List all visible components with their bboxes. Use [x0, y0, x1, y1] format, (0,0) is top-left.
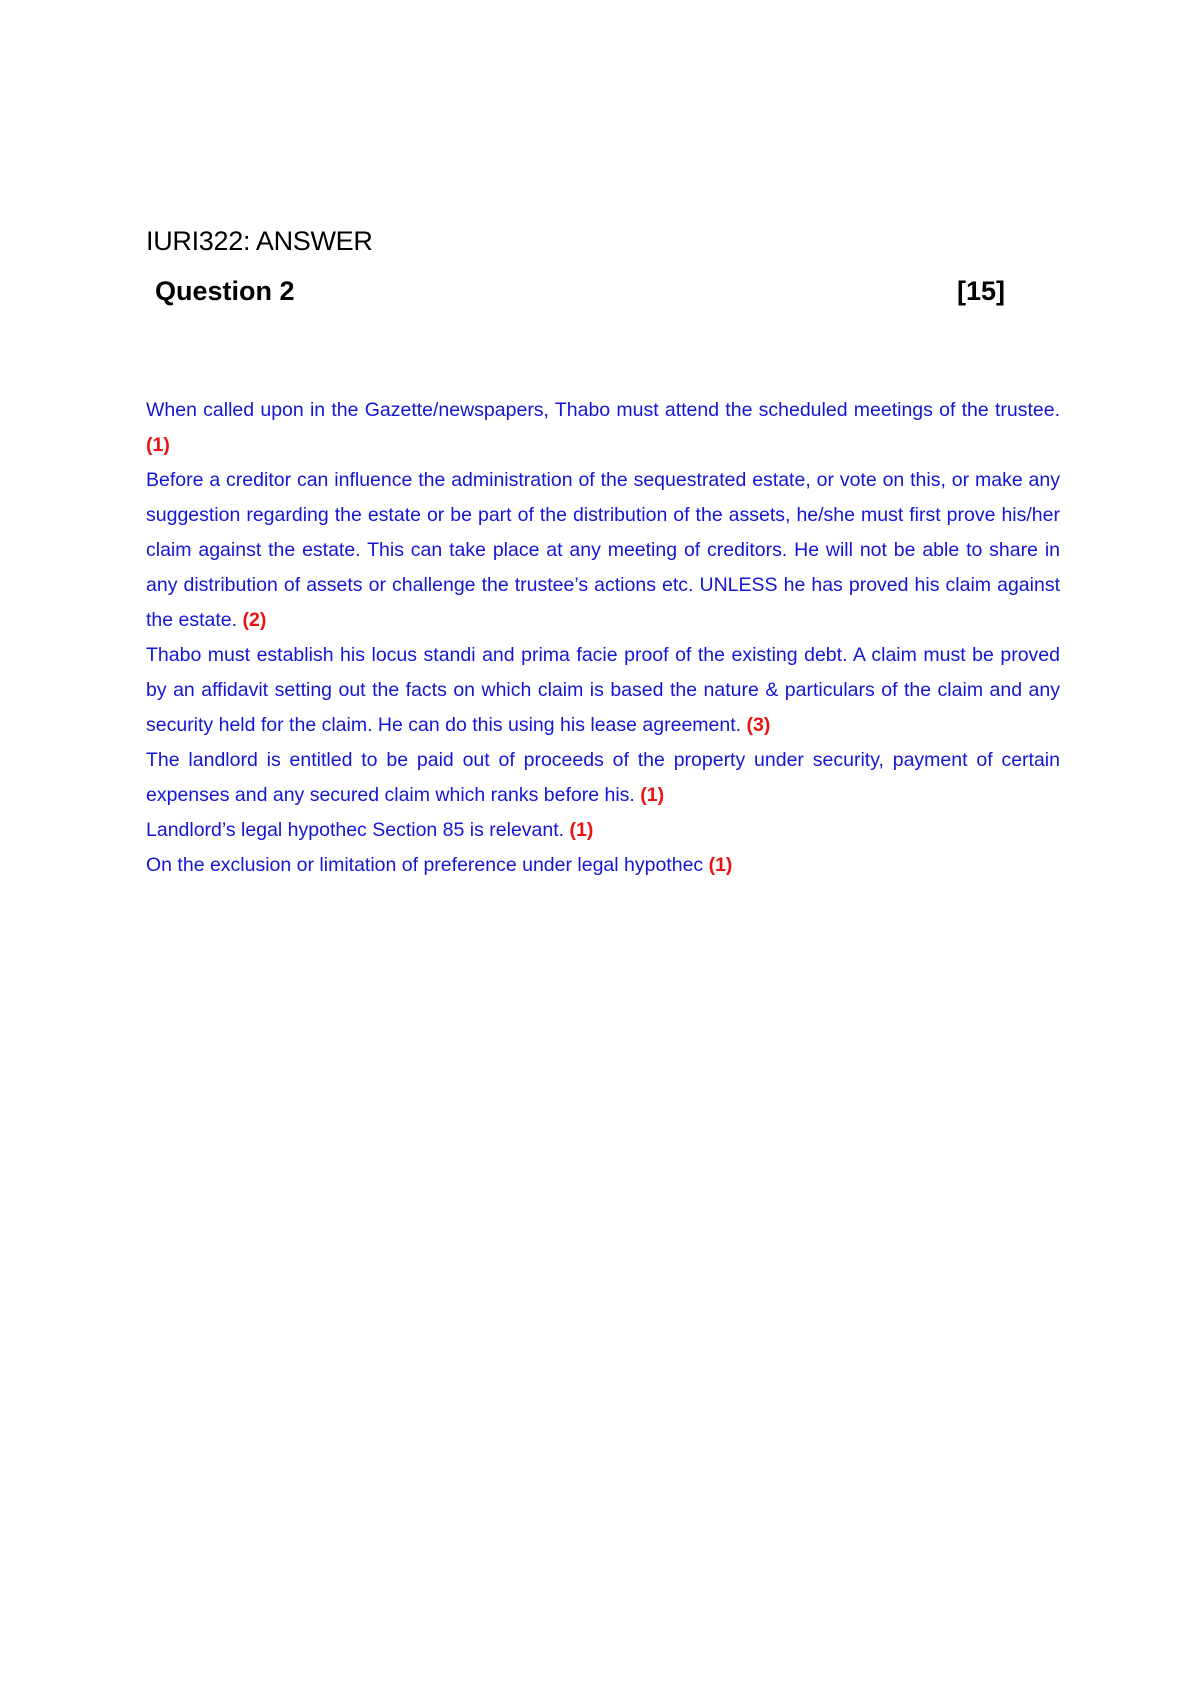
answer-paragraph — [146, 393, 1060, 463]
mark-allocation: (3) — [746, 714, 771, 736]
answer-paragraph — [146, 638, 1060, 743]
mark-allocation: (1) — [146, 434, 170, 456]
answer-text: Before a creditor can influence the administration of the sequestrated estate, or vote on this, or make any suggestion regarding the estate or be part of the distribution of the assets, he/she must first prove his/her claim against the estate. This can take place at any meeting of creditors. He will not be able to share in any distribution of assets or challenge the trustee’s actions etc. UNLESS he has proved his claim against the estate. — [146, 469, 1060, 631]
answer-paragraph — [146, 463, 1060, 638]
answer-text: On the exclusion or limitation of preference under legal hypothec — [146, 854, 709, 876]
mark-allocation: (1) — [569, 819, 594, 841]
answer-text: Landlord’s legal hypothec Section 85 is relevant. — [146, 819, 570, 841]
document-title: IURI322: ANSWER — [146, 226, 373, 256]
question-heading — [155, 276, 1005, 316]
mark-allocation: (2) — [242, 609, 267, 631]
answer-paragraph — [146, 813, 1060, 848]
question-label: Question 2 — [155, 276, 295, 306]
answer-text: Thabo must establish his locus standi and prima facie proof of the existing debt. A claim must be proved by an affidavit setting out the facts on which claim is based the nature & particulars of the claim and any security held for the claim. He can do this using his lease agreement. — [146, 644, 1060, 736]
answer-body — [146, 393, 1060, 883]
answer-paragraph — [146, 848, 1060, 883]
answer-paragraph — [146, 743, 1060, 813]
mark-allocation: (1) — [640, 784, 665, 806]
answer-text: The landlord is entitled to be paid out of proceeds of the property under security, payment of certain expenses and any secured claim which ranks before his. — [146, 749, 1060, 806]
mark-allocation: (1) — [708, 854, 733, 876]
answer-text: When called upon in the Gazette/newspapers, Thabo must attend the scheduled meetings of the trustee. — [146, 399, 1060, 421]
question-total-marks: [15] — [956, 276, 1005, 306]
